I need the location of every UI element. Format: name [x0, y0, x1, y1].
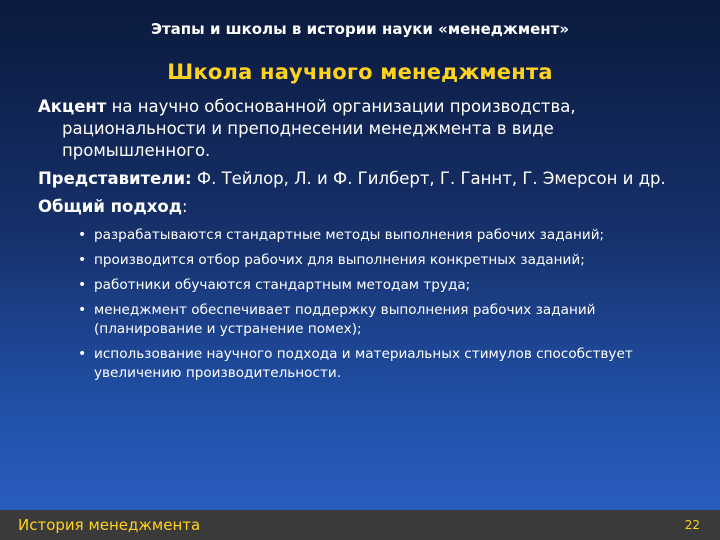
paragraph-label: Акцент [38, 97, 107, 116]
bullet-item: • разрабатываются стандартные методы выполнения рабочих заданий; [78, 226, 678, 245]
bullet-item: • работники обучаются стандартным методам труда; [78, 276, 678, 295]
paragraph-accent [38, 96, 678, 162]
slide-body [38, 96, 678, 389]
page-number: 22 [684, 518, 700, 532]
paragraph-representatives [38, 168, 678, 190]
paragraph-text: на научно обоснованной организации производства, рациональности и преподнесении менеджмента в виде промышленного. [62, 97, 576, 160]
bullet-item: • производится отбор рабочих для выполнения конкретных заданий; [78, 251, 678, 270]
approach-bullet-list [38, 226, 678, 383]
paragraph-label: Представители: [38, 169, 192, 188]
slide-header: Этапы и школы в истории науки «менеджмент» [150, 20, 570, 38]
bullet-item: • использование научного подхода и материальных стимулов способствует увеличению производительности. [78, 345, 678, 383]
paragraph-text: Ф. Тейлор, Л. и Ф. Гилберт, Г. Ганнт, Г. Эмерсон и др. [191, 169, 666, 188]
paragraph-approach [38, 196, 678, 218]
slide-footer [0, 510, 720, 540]
bullet-item: • менеджмент обеспечивает поддержку выполнения рабочих заданий (планирование и устранение помех); [78, 301, 678, 339]
paragraph-label: Общий подход [38, 197, 183, 216]
footer-course-title: История менеджмента [18, 516, 201, 534]
paragraph-text: : [182, 197, 188, 216]
slide-title: Школа научного менеджмента [167, 60, 553, 84]
